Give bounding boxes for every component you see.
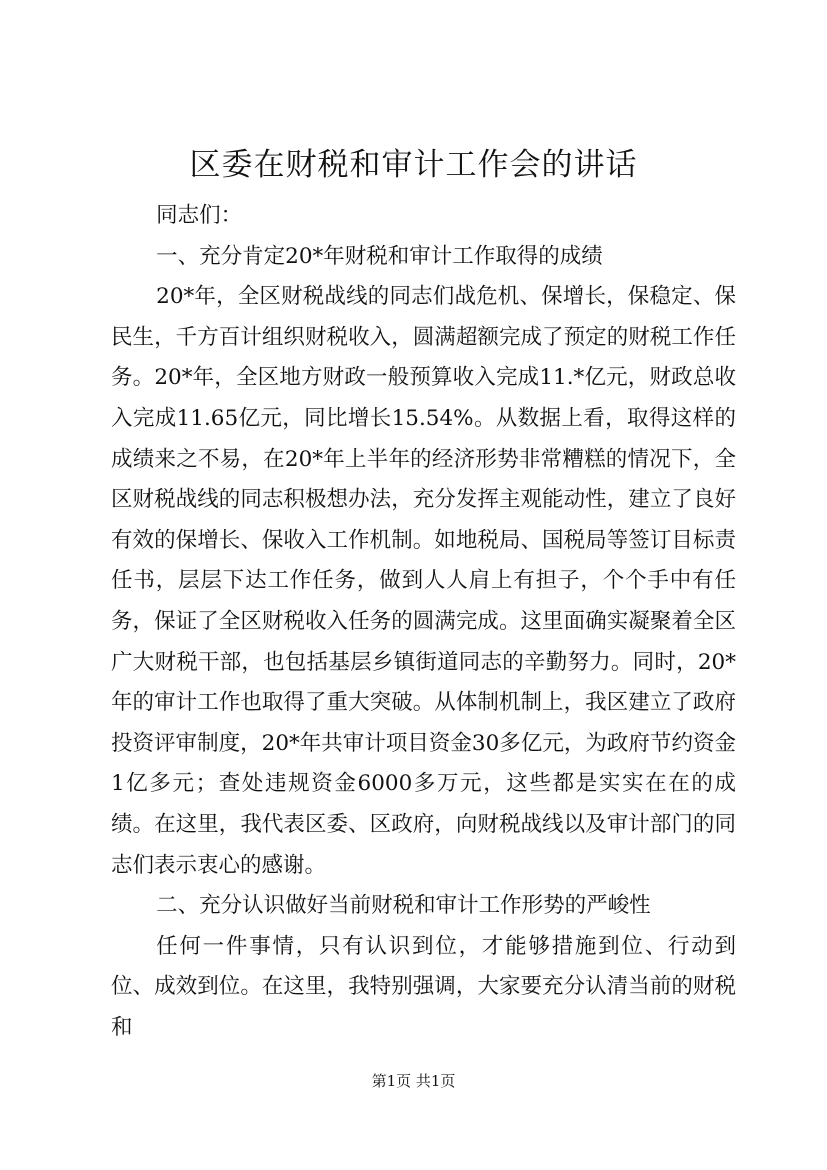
salutation-paragraph: 同志们： <box>156 203 243 228</box>
page-footer <box>0 1071 827 1091</box>
section-heading-1: 一、充分肯定20*年财税和审计工作取得的成绩 <box>156 243 603 269</box>
page-number-label: 第1页 共1页 <box>371 1072 456 1090</box>
body-paragraph-1: 20*年，全区财税战线的同志们战危机、保增长，保稳定、保民生，千方百计组织财税收入，圆满超额完成了预定的财税工作任务。20*年，全区地方财政一般预算收入完成11.*亿元，财政总收入完成11.65亿元，同比增长15.54%。从数据上看，取得这样的成绩来之不易，在20*年上半年的经济形势非常糟糕的情况下，全区财税战线的同志积极想办法，充分发挥主观能动性，建立了良好有效的保增长、保收入工作机制。如地税局、国税局等签订目标责任书，层层下达工作任务，做到人人肩上有担子，个个手中有任务，保证了全区财税收入任务的圆满完成。这里面确实凝聚着全区广大财税干部，也包括基层乡镇街道同志的辛勤努力。同时，20*年的审计工作也取得了重大突破。从体制机制上，我区建立了政府投资评审制度，20*年共审计项目资金30多亿元，为政府节约资金1亿多元；查处违规资金6000多万元，这些都是实实在在的成绩。在这里，我代表区委、区政府，向财税战线以及审计部门的同志们表示衷心的感谢。 <box>111 284 736 878</box>
section-heading-2: 二、充分认识做好当前财税和审计工作形势的严峻性 <box>156 893 651 919</box>
body-paragraph-2: 任何一件事情，只有认识到位，才能够措施到位、行动到位、成效到位。在这里，我特别强调，大家要充分认清当前的财税和 <box>111 933 736 1040</box>
document-body <box>111 196 736 1048</box>
document-title: 区委在财税和审计工作会的讲话 <box>189 147 638 183</box>
